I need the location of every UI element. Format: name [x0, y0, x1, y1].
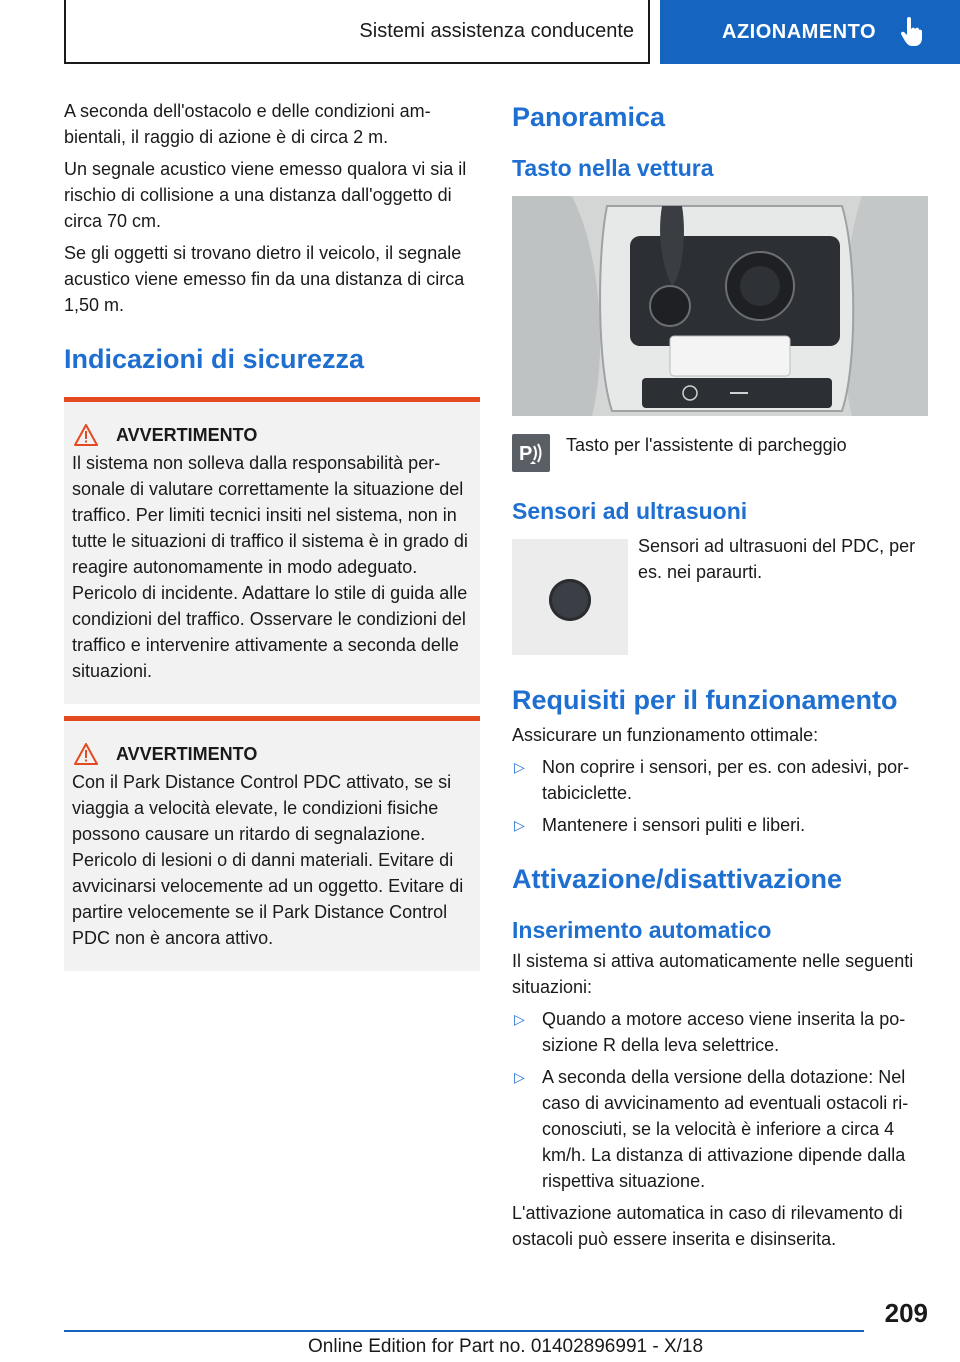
- auto-intro: Il sistema si attiva automaticamente nelle seguenti situazioni:: [512, 951, 914, 997]
- list-item: ▷ Non coprire i sensori, per es. con adesivi, portabiciclette.: [512, 754, 928, 806]
- warning-box-1: [64, 397, 480, 704]
- list-item: ▷ Quando a motore acceso viene inserita la posizione R della leva selettrice.: [512, 1006, 928, 1058]
- parking-assistant-icon: [512, 434, 550, 472]
- warning-text-2: Con il Park Distance Control PDC attivato, se si viaggia a velocità elevate, le condizioni fisiche possono causare un ritardo di segnalazione. Pericolo di lesioni o di danni materiali. Evitare di avvicinarsi velocemente ad un oggetto. Evitare di partire velocemente se il Park Distance Control PDC non è ancora attivo.: [72, 772, 464, 948]
- chapter-tab[interactable]: [660, 0, 960, 64]
- warning-text-1: Il sistema non solleva dalla responsabilità personale di valutare correttamente la situazione del traffico. Per limiti tecnici insiti nel sistema, non in tutte le situazioni di traffico il sistema è in grado di reagire autonomamente in modo adeguato. Pericolo di incidente. Adattare lo stile di guida alle condizioni del traffico. Osservare le condizioni del traffico e intervenire attivamente a seconda delle situazioni.: [72, 453, 468, 681]
- intro-paragraph-1: A seconda dell'ostacolo e delle condizioni ambientali, il raggio di azione è di circa 2 m.: [64, 101, 431, 147]
- hand-pointer-icon: [900, 17, 922, 47]
- page-number: 209: [884, 1298, 928, 1328]
- footer-divider: [64, 1330, 864, 1332]
- warning-title-2: AVVERTIMENTO: [116, 743, 258, 764]
- overview-heading: Panoramica: [512, 102, 666, 132]
- parking-button-caption-row: [512, 434, 928, 472]
- intro-paragraph-3: Se gli oggetti si trovano dietro il veicolo, il segnale acustico viene emesso fin da una distanza di circa 1,50 m.: [64, 243, 465, 315]
- requirements-heading: Requisiti per il funzionamento: [512, 685, 898, 715]
- auto-outro: L'attivazione automatica in caso di rilevamento di ostacoli può essere inserita e disinserita.: [512, 1203, 903, 1249]
- triangle-bullet-icon: ▷: [514, 817, 525, 833]
- sensors-row: [512, 536, 928, 655]
- console-photo: [512, 196, 928, 416]
- list-item: ▷ A seconda della versione della dotazione: Nel caso di avvicinamento ad eventuali ostacoli riconosciuti, se la velocità è inferiore a circa 4 km/h. La distanza di attivazione dipende dalla rispettiva situazione.: [512, 1064, 928, 1194]
- warning-box-2: [64, 716, 480, 971]
- section-tab: [64, 0, 650, 64]
- triangle-bullet-icon: ▷: [514, 1069, 525, 1085]
- list-item: ▷ Mantenere i sensori puliti e liberi.: [512, 812, 928, 838]
- ultrasonic-sensor-icon: [549, 579, 591, 621]
- sensors-text: Sensori ad ultrasuoni del PDC, per es. nei paraurti.: [638, 536, 916, 582]
- warning-triangle-icon: [74, 743, 98, 765]
- safety-heading: Indicazioni di sicurezza: [64, 344, 365, 374]
- warning-title-1: AVVERTIMENTO: [116, 424, 258, 445]
- svg-text:P: P: [519, 443, 533, 465]
- parking-button-caption: Tasto per l'assistente di parcheggio: [566, 435, 847, 455]
- activation-heading: Attivazione/disattivazione: [512, 864, 843, 894]
- ultrasonic-sensor-image: [512, 539, 628, 655]
- requirements-list: [512, 754, 928, 838]
- button-heading: Tasto nella vettura: [512, 155, 714, 181]
- auto-list: [512, 1006, 928, 1194]
- requirements-intro: Assicurare un funzionamento ottimale:: [512, 725, 819, 745]
- triangle-bullet-icon: ▷: [514, 759, 525, 775]
- chapter-title: AZIONAMENTO: [722, 20, 877, 43]
- edition-footer: Online Edition for Part no. 01402896991 - X/18: [308, 1336, 704, 1357]
- left-column: [64, 98, 480, 971]
- triangle-bullet-icon: ▷: [514, 1011, 525, 1027]
- intro-paragraph-2: Un segnale acustico viene emesso qualora vi sia il rischio di collisione a una distanza dall'oggetto di circa 70 cm.: [64, 159, 467, 231]
- section-title: Sistemi assistenza conducente: [359, 19, 634, 42]
- auto-heading: Inserimento automatico: [512, 917, 772, 943]
- sensors-heading: Sensori ad ultrasuoni: [512, 498, 748, 524]
- right-column: [512, 98, 928, 1258]
- warning-triangle-icon: [74, 424, 98, 446]
